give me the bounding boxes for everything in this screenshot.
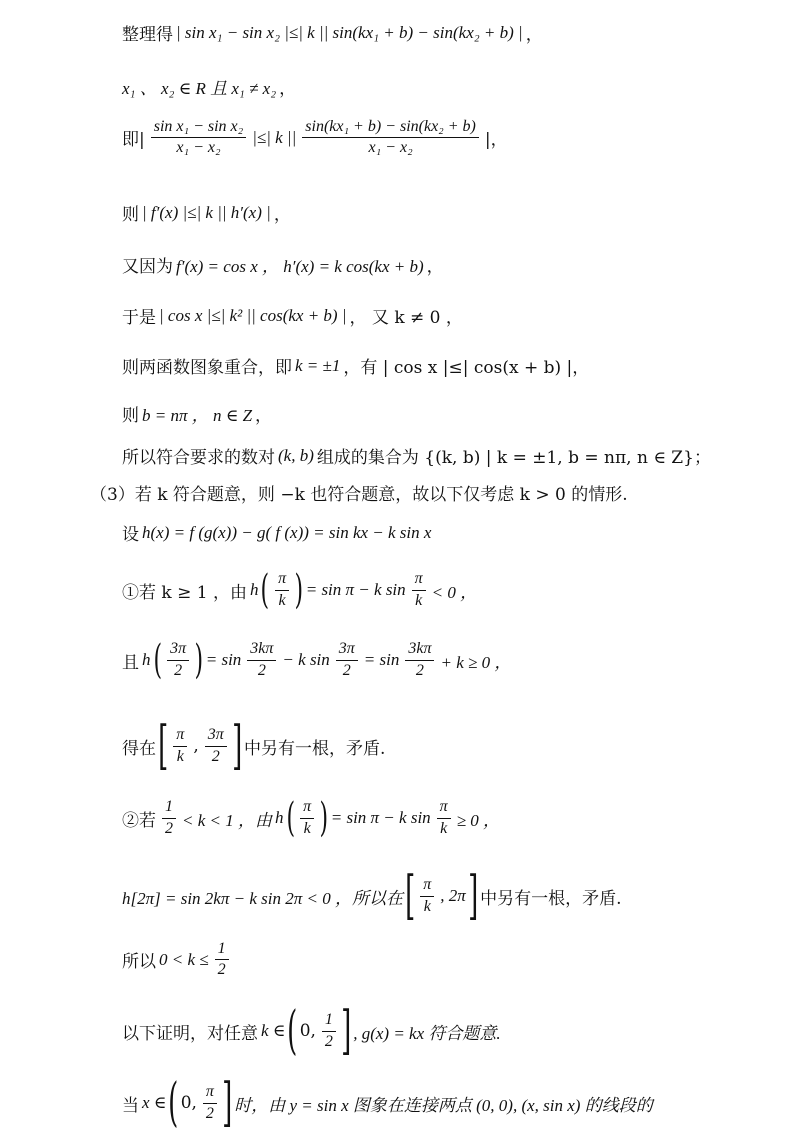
math: | f′(x) |≤| k || h′(x) | xyxy=(142,202,271,222)
fraction xyxy=(437,798,451,838)
line-2 xyxy=(122,74,296,99)
text: ①若 k ≥ 1 ，由 xyxy=(122,582,247,603)
numerator: 3kπ xyxy=(247,640,276,660)
line-19 xyxy=(122,1073,653,1133)
text: ， xyxy=(255,406,273,426)
math: < k < 1 ，由 xyxy=(182,810,272,830)
numerator: 1 xyxy=(215,940,229,960)
numerator: π xyxy=(437,798,451,818)
math: , g(x) = kx 符合题意. xyxy=(353,1023,501,1043)
line-13 xyxy=(122,637,512,683)
text: 以下证明，对任意 xyxy=(122,1023,258,1044)
line-12 xyxy=(122,567,478,613)
math: = sin xyxy=(363,650,400,669)
math: | cos x |≤| k² || cos(kx + b) | xyxy=(159,305,347,325)
fraction xyxy=(302,118,479,158)
text: 设 xyxy=(122,525,139,545)
math: |≤| k || xyxy=(252,127,297,147)
fraction xyxy=(336,640,358,680)
fraction xyxy=(420,876,434,916)
math: , 2π xyxy=(440,886,466,905)
text: 所以 xyxy=(122,952,156,973)
text: 中另有一根，矛盾. xyxy=(244,738,386,759)
denominator: x₁ − x₂ xyxy=(176,139,221,157)
text: 当 xyxy=(122,1095,139,1116)
math: = sin xyxy=(205,650,242,669)
numerator: π xyxy=(203,1083,217,1103)
line-18 xyxy=(122,1001,501,1061)
left-bracket: [ xyxy=(158,716,169,776)
math: 0, xyxy=(299,1021,316,1041)
math: h xyxy=(275,808,284,827)
denominator: k xyxy=(415,591,423,609)
text: ②若 xyxy=(122,810,156,831)
fraction xyxy=(203,1083,217,1123)
right-paren: ) xyxy=(194,637,204,683)
denominator: k xyxy=(176,747,184,765)
line-15 xyxy=(122,795,501,841)
denominator: 2 xyxy=(415,661,424,679)
denominator: k xyxy=(440,819,448,837)
numerator: 3π xyxy=(336,640,358,660)
math: < 0 ， xyxy=(431,582,478,602)
text: 中另有一根，矛盾. xyxy=(480,888,622,909)
math: h xyxy=(249,580,259,599)
math: 0 < k ≤ xyxy=(159,949,209,969)
math: h[2π] = sin 2kπ − k sin 2π < 0 ，所以在 xyxy=(122,888,403,908)
left-paren: ( xyxy=(286,795,295,841)
fraction xyxy=(167,640,189,680)
text: ， 又 k ≠ 0 ， xyxy=(349,308,463,328)
numerator: sin x₁ − sin x₂ xyxy=(151,118,246,138)
line-3 xyxy=(122,118,508,158)
fraction xyxy=(405,640,434,680)
denominator: 2 xyxy=(211,747,220,765)
text: 得在 xyxy=(122,738,156,759)
line-17 xyxy=(122,940,232,980)
math: b = nπ ， n ∈ Z xyxy=(142,406,253,425)
math: x₁ 、 x₂ ∈ R 且 x₁ ≠ x₂ xyxy=(122,79,277,98)
denominator: 2 xyxy=(324,1032,333,1050)
right-bracket: ] xyxy=(467,866,479,926)
line-14 xyxy=(122,716,386,776)
math: k = ±1 xyxy=(295,355,341,375)
numerator: 3kπ xyxy=(405,640,434,660)
denominator: 2 xyxy=(205,1104,214,1122)
left-paren: ( xyxy=(153,637,162,683)
text: 且 xyxy=(122,652,139,673)
line-1 xyxy=(122,20,543,45)
denominator: 2 xyxy=(257,661,266,679)
text: ，有 | cos x |≤| cos(x + b) |， xyxy=(343,358,590,378)
math: | sin x₁ − sin x₂ |≤| k || sin(kx₁ + b) − sin(kx₂ + b) | xyxy=(176,22,523,42)
right-paren: ) xyxy=(319,795,329,841)
text: 即| xyxy=(122,130,145,151)
math: + k ≥ 0 ， xyxy=(440,652,512,672)
numerator: 3π xyxy=(205,726,227,746)
right-bracket: ] xyxy=(222,1073,233,1133)
text: |， xyxy=(484,130,508,151)
fraction xyxy=(247,640,276,680)
line-11 xyxy=(122,520,431,545)
fraction xyxy=(412,570,426,610)
fraction xyxy=(300,798,314,838)
line-16 xyxy=(122,866,622,926)
math: ≥ 0 ， xyxy=(456,810,501,830)
left-paren: ( xyxy=(260,567,270,613)
line-7 xyxy=(122,353,589,378)
math: , xyxy=(193,736,199,756)
numerator: 1 xyxy=(162,798,176,818)
math: x ∈ xyxy=(142,1093,167,1112)
fraction xyxy=(151,118,246,158)
numerator: π xyxy=(300,798,314,818)
denominator: k xyxy=(303,819,311,837)
math: h(x) = f (g(x)) − g( f (x)) = sin kx − k sin x xyxy=(142,522,432,542)
line-6 xyxy=(122,303,463,328)
fraction xyxy=(173,726,187,766)
denominator: k xyxy=(278,591,286,609)
math: 时，由 y = sin x 图象在连接两点 (0, 0), (x, sin x) 的线段的 xyxy=(234,1095,653,1115)
math: k ∈ xyxy=(261,1021,286,1040)
denominator: 2 xyxy=(217,961,226,979)
fraction xyxy=(215,940,229,980)
denominator: x₁ − x₂ xyxy=(368,139,413,157)
right-bracket: ] xyxy=(231,716,242,776)
text: 所以符合要求的数对 xyxy=(122,448,275,468)
line-5 xyxy=(122,252,444,277)
text: 于是 xyxy=(122,308,156,328)
numerator: π xyxy=(412,570,426,590)
text: ， xyxy=(279,79,297,99)
numerator: sin(kx₁ + b) − sin(kx₂ + b) xyxy=(302,118,479,138)
left-bracket: [ xyxy=(405,866,416,926)
numerator: 1 xyxy=(322,1011,336,1031)
line-9 xyxy=(122,443,711,468)
text: （3）若 k 符合题意，则 −k 也符合题意，故以下仅考虑 k > 0 的情形. xyxy=(90,485,628,505)
line-4 xyxy=(122,200,291,225)
fraction xyxy=(322,1011,336,1051)
text: 则 xyxy=(122,205,139,225)
right-bracket: ] xyxy=(340,1001,352,1061)
text: 则 xyxy=(122,406,139,426)
math: f′(x) = cos x ， h′(x) = k cos(kx + b) xyxy=(176,257,424,276)
fraction xyxy=(162,798,176,838)
math: = sin π − k sin xyxy=(330,808,431,827)
text: ， xyxy=(525,25,543,45)
numerator: π xyxy=(420,876,434,896)
denominator: 2 xyxy=(165,819,173,837)
left-paren: ( xyxy=(168,1073,179,1133)
math: − k sin xyxy=(282,650,330,669)
text: 整理得 xyxy=(122,25,173,45)
fraction xyxy=(275,570,289,610)
math: (k, b) xyxy=(278,445,314,465)
denominator: 2 xyxy=(342,661,351,679)
text: 则两函数图象重合，即 xyxy=(122,358,292,378)
fraction xyxy=(205,726,227,766)
right-paren: ) xyxy=(294,567,304,613)
numerator: π xyxy=(275,570,289,590)
left-paren: ( xyxy=(287,1001,298,1061)
math: 0, xyxy=(180,1093,197,1113)
numerator: 3π xyxy=(167,640,189,660)
denominator: 2 xyxy=(174,661,183,679)
text: 又因为 xyxy=(122,257,173,277)
line-8 xyxy=(122,401,272,426)
math: h xyxy=(142,650,151,669)
line-10 xyxy=(90,480,628,505)
text: 组成的集合为 {(k, b) | k = ±1, b = nπ, n ∈ Z}； xyxy=(316,448,711,468)
denominator: k xyxy=(423,897,431,915)
text: ， xyxy=(426,257,444,277)
numerator: π xyxy=(173,726,187,746)
text: ， xyxy=(273,205,291,225)
math: = sin π − k sin xyxy=(305,580,406,599)
